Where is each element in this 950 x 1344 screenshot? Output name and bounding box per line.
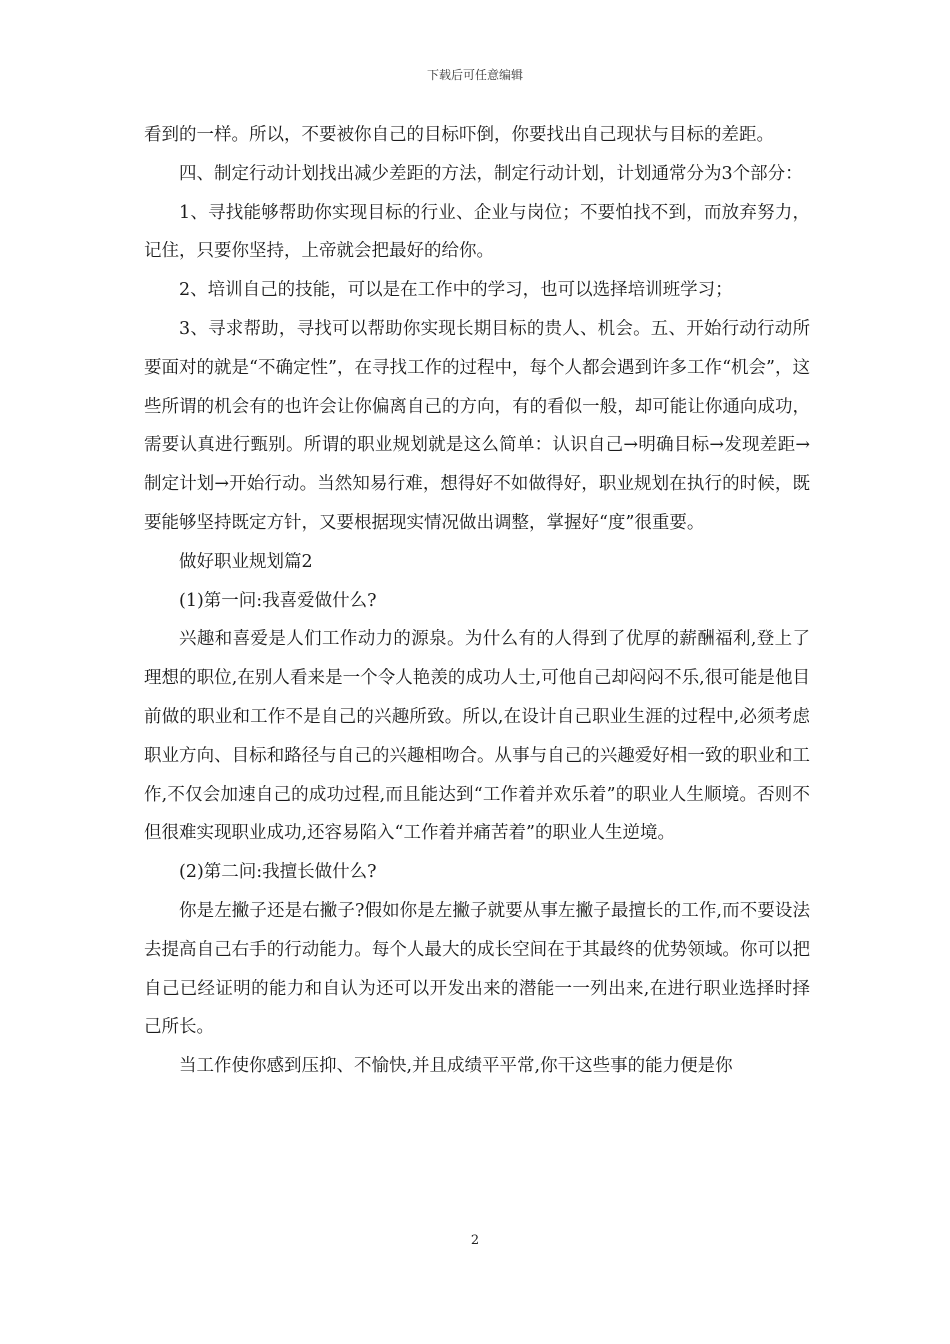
paragraph-pressure: 当工作使你感到压抑、不愉快,并且成绩平平常,你干这些事的能力便是你: [179, 1056, 733, 1077]
paragraph-item-2: 2、培训自己的技能，可以是在工作中的学习，也可以选择培训班学习；: [179, 280, 733, 301]
paragraph-item-3: 3、寻求帮助，寻找可以帮助你实现长期目标的贵人、机会。五、开始行动行动所要面对的就是“不确定性”，在寻找工作的过程中，每个人都会遇到许多工作“机会”，这些所谓的机会有的也许会让你偏离自己的方向，有的看似一般，却可能让你通向成功，需要认真进行甄别。所谓的职业规划就是这么简单：认识自己→明确目标→发现差距→制定计划→开始行动。当然知易行难，想得好不如做得好，职业规划在执行的时候，既要能够坚持既定方针，又要根据现实情况做出调整，掌握好“度”很重要。: [144, 318, 810, 533]
section-heading: 做好职业规划篇2: [179, 551, 313, 572]
page-header: 下载后可任意编辑: [426, 68, 523, 82]
document-body: [144, 116, 810, 1086]
paragraph-strength: 你是左撇子还是右撇子?假如你是左撇子就要从事左撇子最擅长的工作,而不要设法去提高自己右手的行动能力。每个人最大的成长空间在于其最终的优势领域。你可以把自己已经证明的能力和自认为还可以开发出来的潜能一一列出来,在进行职业选择时择己所长。: [144, 900, 810, 1038]
question-2-heading: (2)第二问:我擅长做什么?: [179, 862, 377, 883]
paragraph-interest: 兴趣和喜爱是人们工作动力的源泉。为什么有的人得到了优厚的薪酬福利,登上了理想的职位,在别人看来是一个令人艳羡的成功人士,可他自己却闷闷不乐,很可能是他目前做的职业和工作不是自己的兴趣所致。所以,在设计自己职业生涯的过程中,必须考虑职业方向、目标和路径与自己的兴趣相吻合。从事与自己的兴趣爱好相一致的职业和工作,不仅会加速自己的成功过程,而且能达到“工作着并欢乐着”的职业人生顺境。否则不但很难实现职业成功,还容易陷入“工作着并痛苦着”的职业人生逆境。: [144, 629, 810, 844]
question-1-heading: (1)第一问:我喜爱做什么?: [179, 590, 377, 611]
paragraph-step-four: 四、制定行动计划找出减少差距的方法，制定行动计划，计划通常分为3个部分：: [179, 163, 803, 184]
paragraph-continuation: 看到的一样。所以，不要被你自己的目标吓倒，你要找出自己现状与目标的差距。: [144, 125, 774, 145]
page-number: 2: [470, 1233, 480, 1248]
paragraph-item-1: 1、寻找能够帮助你实现目标的行业、企业与岗位；不要怕找不到，而放弃努力，记住，只要你坚持，上帝就会把最好的给你。: [144, 202, 810, 262]
